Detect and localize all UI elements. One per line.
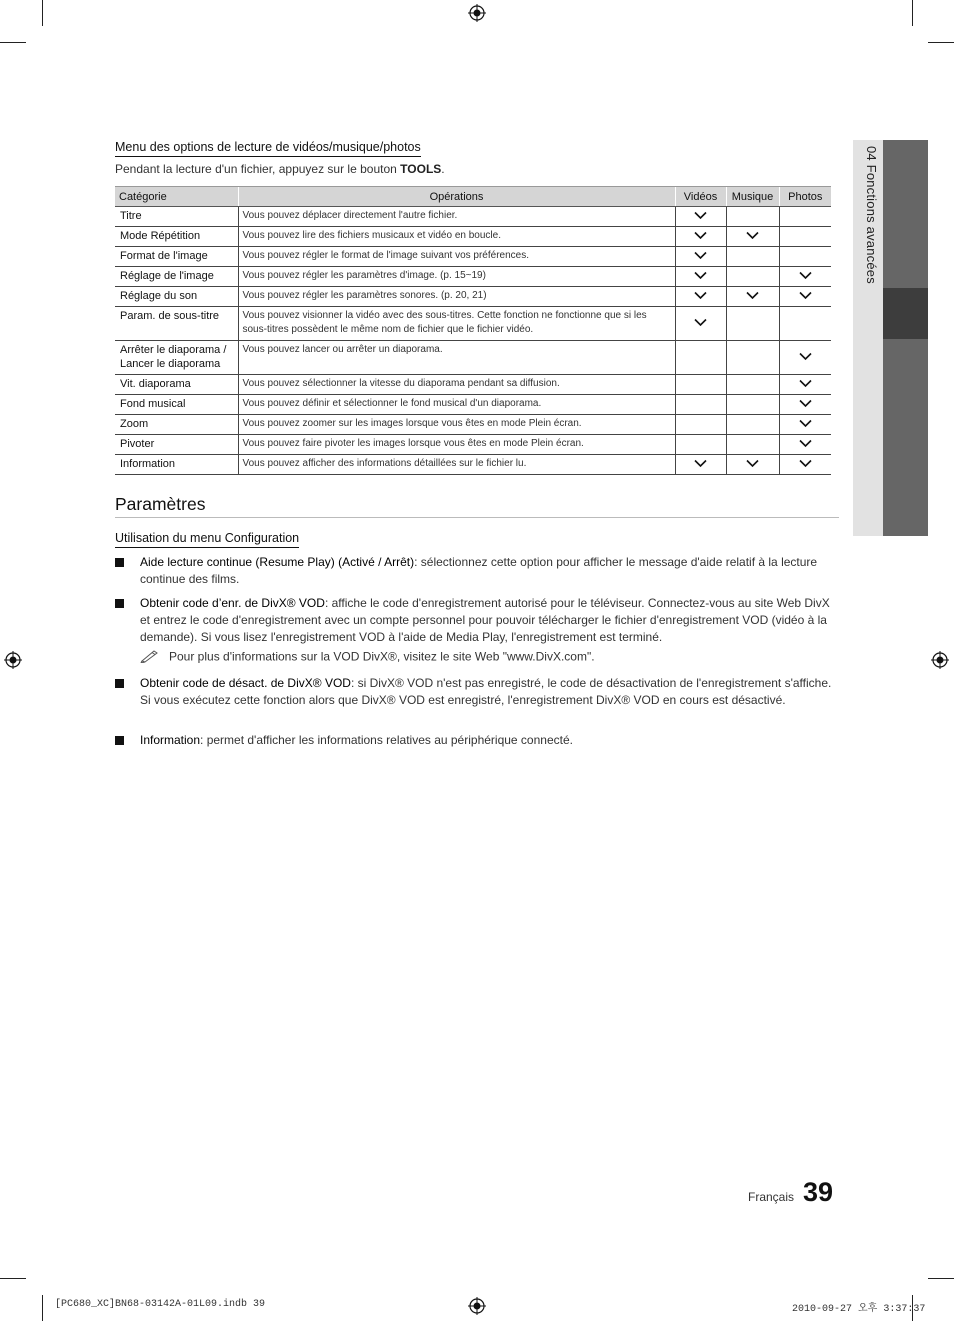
row-operation: Vous pouvez lancer ou arrêter un diaporama.: [238, 341, 675, 375]
support-cell-photos: [779, 455, 831, 475]
support-cell-videos: [675, 395, 726, 415]
chevron-check-icon: [694, 231, 707, 240]
row-category: Format de l'image: [115, 247, 238, 267]
bullet-square-icon: [115, 679, 124, 688]
row-category: Zoom: [115, 415, 238, 435]
options-table: [115, 186, 831, 475]
row-operation: Vous pouvez régler les paramètres sonores. (p. 20, 21): [238, 287, 675, 307]
support-cell-photos: [779, 207, 831, 227]
options-section-title: Menu des options de lecture de vidéos/musique/photos: [115, 140, 421, 157]
table-row: [115, 287, 831, 307]
chevron-check-icon: [746, 459, 759, 468]
item-text: : si DivX® VOD n'est pas enregistré, le code de désactivation de l'enregistrement s'affiche. Si vous exécutez cette fonction alors que DivX® VOD est enregistré, l'enregistrement DivX® VOD en cours est désactivé.: [140, 676, 832, 707]
crop-mark: [912, 0, 913, 26]
registration-mark-icon: [468, 4, 486, 22]
table-row: [115, 375, 831, 395]
support-cell-photos: [779, 395, 831, 415]
heading-rule: [115, 517, 839, 518]
note: [140, 649, 595, 666]
row-category: Arrêter le diaporama / Lancer le diaporama: [115, 341, 238, 375]
item-text: : affiche le code d'enregistrement autorisé pour le téléviseur. Connectez-vous au site Web DivX et entrez le code d'enregistrement avec un compte personnel pour pouvoir télécharger le fichier d'enregistrement VOD (vidéo à la demande). Si vous lisez l'enregistrement VOD à l'aide de Media Play, l'enregistrement est terminé.: [140, 596, 830, 644]
support-cell-music: [726, 435, 779, 455]
row-operation: Vous pouvez régler le format de l'image suivant vos préférences.: [238, 247, 675, 267]
chevron-check-icon: [799, 379, 812, 388]
pencil-note-icon: [140, 649, 160, 666]
support-cell-photos: [779, 227, 831, 247]
support-cell-music: [726, 267, 779, 287]
print-slug-file: [PC680_XC]BN68-03142A-01L09.indb 39: [55, 1299, 266, 1310]
chevron-check-icon: [799, 399, 812, 408]
row-category: Réglage de l'image: [115, 267, 238, 287]
bullet-square-icon: [115, 736, 124, 745]
support-cell-videos: [675, 435, 726, 455]
chapter-label: 04 Fonctions avancées: [864, 146, 879, 284]
item-text: : permet d'afficher les informations relatives au périphérique connecté.: [200, 733, 573, 747]
support-cell-music: [726, 455, 779, 475]
side-tab-active-marker: [883, 288, 928, 339]
chevron-check-icon: [799, 419, 812, 428]
row-category: Titre: [115, 207, 238, 227]
support-cell-videos: [675, 455, 726, 475]
row-category: Vit. diaporama: [115, 375, 238, 395]
support-cell-photos: [779, 341, 831, 375]
row-category: Réglage du son: [115, 287, 238, 307]
support-cell-music: [726, 307, 779, 341]
crop-mark: [928, 1278, 954, 1279]
support-cell-music: [726, 227, 779, 247]
crop-mark: [0, 1278, 26, 1279]
page-number: 39: [803, 1177, 834, 1207]
chevron-check-icon: [799, 459, 812, 468]
row-operation: Vous pouvez déplacer directement l'autre fichier.: [238, 207, 675, 227]
support-cell-videos: [675, 375, 726, 395]
print-slug-date: 2010-09-27 오후 3:37:37: [792, 1304, 926, 1315]
registration-mark-icon: [931, 651, 949, 669]
table-row: [115, 341, 831, 375]
crop-mark: [42, 1295, 43, 1321]
support-cell-photos: [779, 375, 831, 395]
support-cell-videos: [675, 247, 726, 267]
table-header-row: [115, 187, 831, 207]
support-cell-photos: [779, 435, 831, 455]
chevron-check-icon: [694, 459, 707, 468]
support-cell-music: [726, 247, 779, 267]
support-cell-music: [726, 415, 779, 435]
table-row: [115, 207, 831, 227]
support-cell-videos: [675, 267, 726, 287]
settings-heading: Paramètres: [115, 494, 206, 514]
column-header: Photos: [779, 187, 831, 207]
row-operation: Vous pouvez afficher des informations détaillées sur le fichier lu.: [238, 455, 675, 475]
table-row: [115, 415, 831, 435]
support-cell-photos: [779, 247, 831, 267]
registration-mark-icon: [468, 1297, 486, 1315]
support-cell-videos: [675, 307, 726, 341]
row-operation: Vous pouvez régler les paramètres d'image. (p. 15~19): [238, 267, 675, 287]
row-operation: Vous pouvez visionner la vidéo avec des sous-titres. Cette fonction ne fonctionne que si les sous-titres possèdent le même nom de fichier que le fichier vidéo.: [238, 307, 675, 341]
row-category: Fond musical: [115, 395, 238, 415]
list-item: [115, 554, 835, 588]
support-cell-music: [726, 287, 779, 307]
row-operation: Vous pouvez zoomer sur les images lorsque vous êtes en mode Plein écran.: [238, 415, 675, 435]
chevron-check-icon: [799, 439, 812, 448]
row-operation: Vous pouvez lire des fichiers musicaux et vidéo en boucle.: [238, 227, 675, 247]
table-row: [115, 307, 831, 341]
support-cell-videos: [675, 227, 726, 247]
support-cell-music: [726, 395, 779, 415]
row-category: Information: [115, 455, 238, 475]
row-operation: Vous pouvez sélectionner la vitesse du diaporama pendant sa diffusion.: [238, 375, 675, 395]
chevron-check-icon: [746, 231, 759, 240]
chevron-check-icon: [694, 251, 707, 260]
column-header: Musique: [726, 187, 779, 207]
table-body: [115, 207, 831, 475]
column-header: Catégorie: [115, 187, 238, 207]
bullet-square-icon: [115, 599, 124, 608]
row-operation: Vous pouvez définir et sélectionner le fond musical d'un diaporama.: [238, 395, 675, 415]
support-cell-music: [726, 375, 779, 395]
column-header: Opérations: [238, 187, 675, 207]
item-term: Obtenir code de désact. de DivX® VOD: [140, 676, 351, 690]
registration-mark-icon: [4, 651, 22, 669]
note-text: Pour plus d'informations sur la VOD DivX®, visitez le site Web "www.DivX.com".: [169, 649, 595, 664]
crop-mark: [42, 0, 43, 26]
chevron-check-icon: [746, 291, 759, 300]
table-row: [115, 395, 831, 415]
settings-subheading: Utilisation du menu Configuration: [115, 531, 299, 548]
support-cell-photos: [779, 287, 831, 307]
support-cell-photos: [779, 307, 831, 341]
support-cell-videos: [675, 341, 726, 375]
tools-key: TOOLS: [400, 162, 442, 176]
list-item: [115, 732, 835, 749]
row-category: Mode Répétition: [115, 227, 238, 247]
row-operation: Vous pouvez faire pivoter les images lorsque vous êtes en mode Plein écran.: [238, 435, 675, 455]
chevron-check-icon: [694, 211, 707, 220]
table-row: [115, 267, 831, 287]
options-intro: Pendant la lecture d'un fichier, appuyez sur le bouton TOOLS.: [115, 162, 445, 176]
column-header: Vidéos: [675, 187, 726, 207]
table-row: [115, 455, 831, 475]
footer-language: Français: [748, 1190, 795, 1204]
chevron-check-icon: [799, 352, 812, 361]
chevron-check-icon: [694, 318, 707, 327]
support-cell-photos: [779, 267, 831, 287]
table-row: [115, 435, 831, 455]
item-term: Aide lecture continue (Resume Play) (Activé / Arrêt): [140, 555, 415, 569]
table-row: [115, 247, 831, 267]
chevron-check-icon: [799, 271, 812, 280]
support-cell-videos: [675, 287, 726, 307]
support-cell-photos: [779, 415, 831, 435]
list-item: [115, 595, 835, 646]
crop-mark: [928, 42, 954, 43]
support-cell-videos: [675, 415, 726, 435]
table-row: [115, 227, 831, 247]
item-text: : sélectionnez cette option pour afficher le message d'aide relatif à la lecture continue des films.: [140, 555, 818, 586]
row-category: Param. de sous-titre: [115, 307, 238, 341]
chevron-check-icon: [799, 291, 812, 300]
row-category: Pivoter: [115, 435, 238, 455]
chevron-check-icon: [694, 291, 707, 300]
bullet-square-icon: [115, 558, 124, 567]
support-cell-music: [726, 207, 779, 227]
crop-mark: [0, 42, 26, 43]
item-term: Obtenir code d’enr. de DivX® VOD: [140, 596, 325, 610]
list-item: [115, 675, 835, 709]
support-cell-music: [726, 341, 779, 375]
item-term: Information: [140, 733, 201, 747]
chevron-check-icon: [694, 271, 707, 280]
support-cell-videos: [675, 207, 726, 227]
